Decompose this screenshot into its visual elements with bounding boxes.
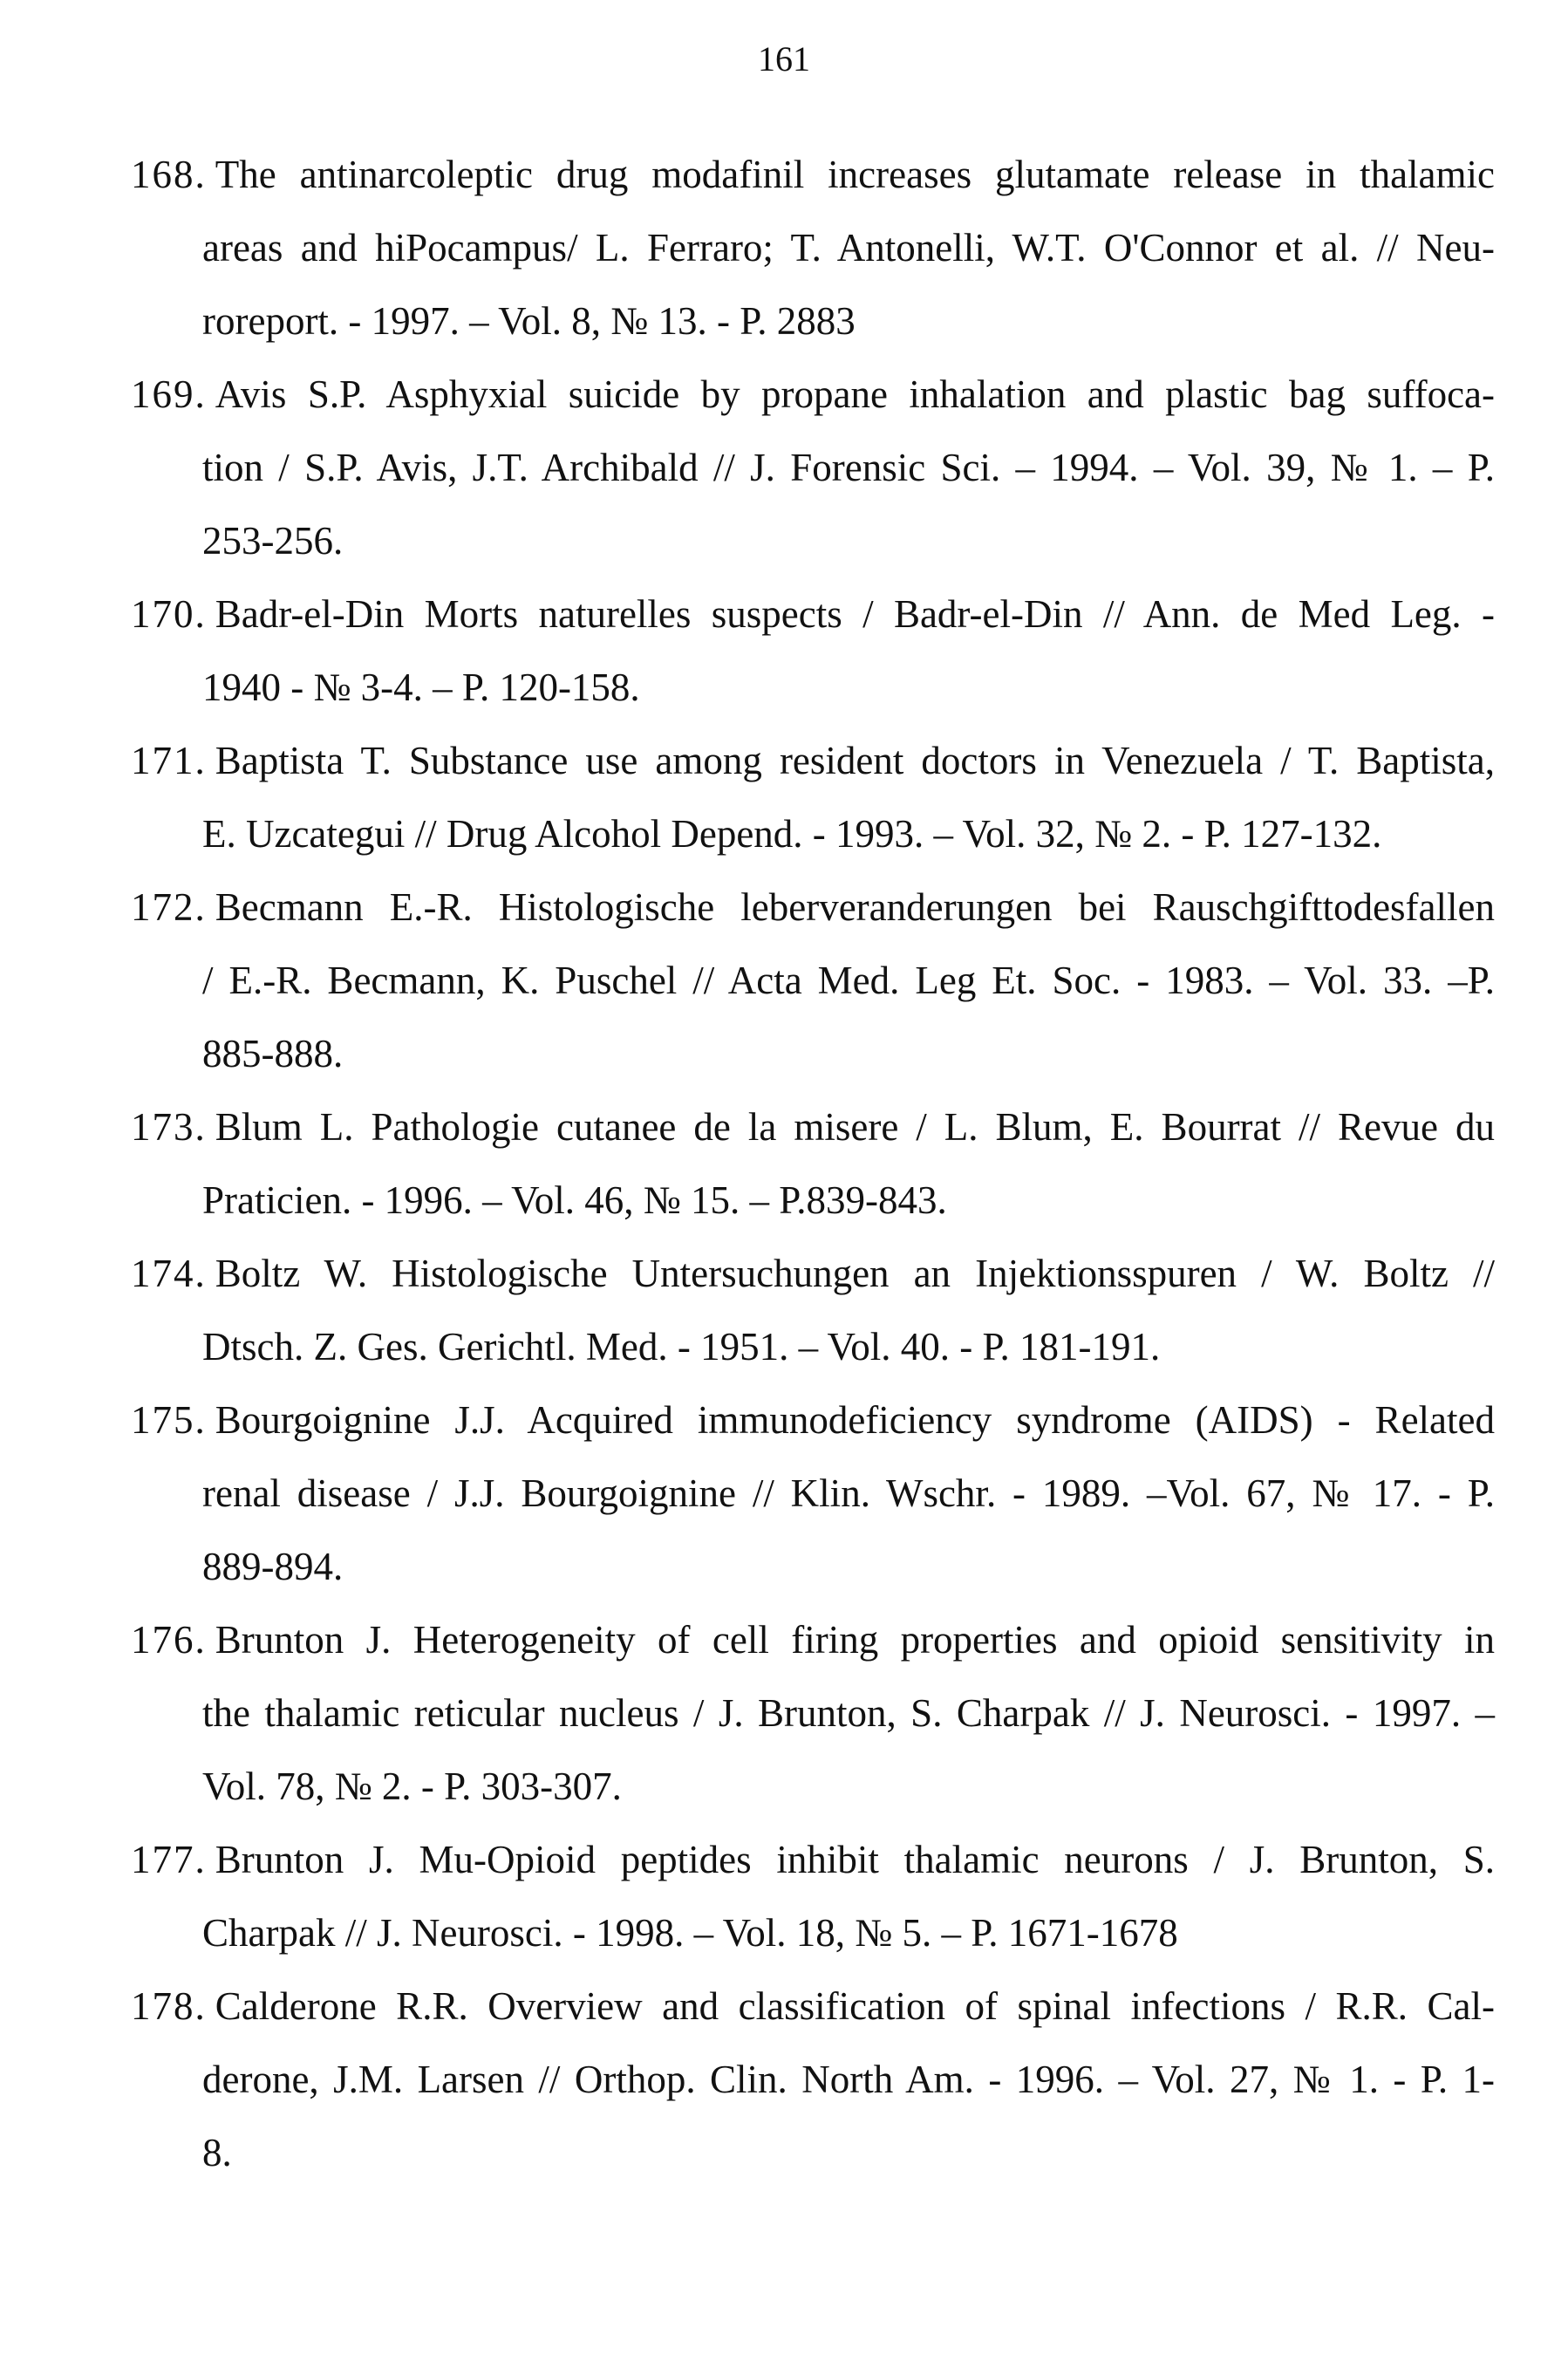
- reference-number: 168.: [131, 153, 207, 196]
- reference-number: 170.: [131, 592, 207, 636]
- reference-number: 174.: [131, 1252, 207, 1295]
- reference-first-line: [131, 577, 1495, 651]
- reference-text: The antinarcoleptic drug modafinil increases glutamate release in thalamic: [215, 153, 1495, 196]
- reference-continuation-line: Charpak // J. Neurosci. - 1998. – Vol. 18, № 5. – P. 1671-1678: [202, 1911, 1178, 1955]
- reference-first-line: [131, 1237, 1495, 1310]
- reference-entry: [127, 1237, 1495, 1383]
- reference-text: Brunton J. Heterogeneity of cell firing properties and opioid sensitivity in: [215, 1618, 1495, 1662]
- reference-continuation-line: 8.: [202, 2131, 232, 2174]
- reference-first-line: [131, 1969, 1495, 2043]
- reference-first-line: [131, 1823, 1495, 1896]
- reference-continuation-line: 889-894.: [202, 1545, 344, 1588]
- page-number: 161: [758, 39, 810, 78]
- reference-first-line: [131, 1090, 1495, 1164]
- reference-continuation-line: tion / S.P. Avis, J.T. Archibald // J. Forensic Sci. – 1994. – Vol. 39, № 1. – P.: [202, 446, 1495, 489]
- reference-text: Baptista T. Substance use among resident doctors in Venezuela / T. Baptista,: [215, 739, 1495, 782]
- reference-text: Boltz W. Histologische Untersuchungen an Injektionsspuren / W. Boltz //: [215, 1252, 1495, 1295]
- reference-entry: [127, 724, 1495, 870]
- reference-continuation-line: Praticien. - 1996. – Vol. 46, № 15. – P.839-843.: [202, 1178, 947, 1222]
- reference-number: 176.: [131, 1618, 207, 1662]
- reference-number: 175.: [131, 1398, 207, 1442]
- reference-continuation-line: 253-256.: [202, 519, 344, 563]
- reference-continuation-line: renal disease / J.J. Bourgoignine // Klin. Wschr. - 1989. –Vol. 67, № 17. - P.: [202, 1471, 1495, 1515]
- reference-continuation-line: / E.-R. Becmann, K. Puschel // Acta Med. Leg Et. Soc. - 1983. – Vol. 33. –P.: [202, 959, 1495, 1002]
- reference-continuation-line: the thalamic reticular nucleus / J. Brunton, S. Charpak // J. Neurosci. - 1997. –: [202, 1691, 1495, 1735]
- reference-entry: [127, 1823, 1495, 1969]
- reference-text: Bourgoignine J.J. Acquired immunodeficiency syndrome (AIDS) - Related: [215, 1398, 1495, 1442]
- reference-first-line: [131, 358, 1495, 431]
- reference-first-line: [131, 138, 1495, 211]
- reference-number: 178.: [131, 1984, 207, 2028]
- reference-first-line: [131, 1603, 1495, 1676]
- reference-continuation-line: 1940 - № 3-4. – P. 120-158.: [202, 666, 640, 709]
- reference-number: 173.: [131, 1105, 207, 1149]
- reference-entry: [127, 1090, 1495, 1237]
- reference-number: 169.: [131, 372, 207, 416]
- reference-number: 177.: [131, 1838, 207, 1881]
- reference-entry: [127, 358, 1495, 577]
- reference-continuation-line: Dtsch. Z. Ges. Gerichtl. Med. - 1951. – Vol. 40. - P. 181-191.: [202, 1325, 1161, 1369]
- reference-entry: [127, 138, 1495, 358]
- reference-continuation-line: 885-888.: [202, 1032, 344, 1075]
- reference-list: [127, 138, 1495, 2189]
- reference-first-line: [131, 724, 1495, 797]
- reference-text: Becmann E.-R. Histologische leberveranderungen bei Rauschgifttodesfallen: [215, 885, 1495, 929]
- reference-continuation-line: areas and hiPocampus/ L. Ferraro; T. Antonelli, W.T. O'Connor et al. // Neu-: [202, 226, 1495, 270]
- reference-entry: [127, 870, 1495, 1090]
- reference-text: Brunton J. Mu-Opioid peptides inhibit thalamic neurons / J. Brunton, S.: [215, 1838, 1495, 1881]
- reference-first-line: [131, 870, 1495, 944]
- reference-entry: [127, 1383, 1495, 1603]
- reference-continuation-line: derone, J.M. Larsen // Orthop. Clin. North Am. - 1996. – Vol. 27, № 1. - P. 1-: [202, 2058, 1495, 2101]
- reference-text: Calderone R.R. Overview and classification of spinal infections / R.R. Cal-: [215, 1984, 1495, 2028]
- reference-number: 171.: [131, 739, 207, 782]
- reference-entry: [127, 577, 1495, 724]
- reference-text: Badr-el-Din Morts naturelles suspects / Badr-el-Din // Ann. de Med Leg. -: [215, 592, 1495, 636]
- reference-continuation-line: Vol. 78, № 2. - P. 303-307.: [202, 1765, 622, 1808]
- reference-entry: [127, 1969, 1495, 2189]
- reference-first-line: [131, 1383, 1495, 1457]
- reference-entry: [127, 1603, 1495, 1823]
- reference-continuation-line: roreport. - 1997. – Vol. 8, № 13. - P. 2883: [202, 299, 856, 343]
- reference-number: 172.: [131, 885, 207, 929]
- reference-continuation-line: E. Uzcategui // Drug Alcohol Depend. - 1993. – Vol. 32, № 2. - P. 127-132.: [202, 812, 1382, 856]
- reference-text: Blum L. Pathologie cutanee de la misere / L. Blum, E. Bourrat // Revue du: [215, 1105, 1495, 1149]
- reference-text: Avis S.P. Asphyxial suicide by propane inhalation and plastic bag suffoca-: [215, 372, 1495, 416]
